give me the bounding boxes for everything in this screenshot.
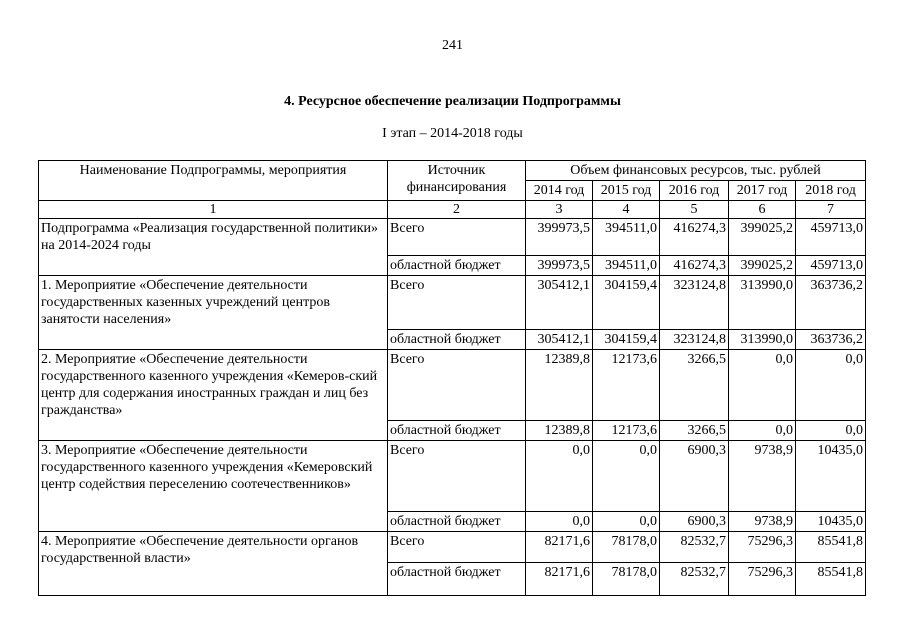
value-cell: 10435,0 xyxy=(796,441,866,512)
value-cell: 0,0 xyxy=(729,421,796,441)
source-total: Всего xyxy=(388,276,526,330)
source-budget: областной бюджет xyxy=(388,563,526,596)
value-cell: 9738,9 xyxy=(729,512,796,532)
source-budget: областной бюджет xyxy=(388,330,526,350)
value-cell: 82171,6 xyxy=(526,532,593,563)
value-cell: 394511,0 xyxy=(593,219,660,256)
column-number: 7 xyxy=(796,201,866,219)
stage-title: I этап – 2014-2018 годы xyxy=(382,126,523,141)
value-cell: 323124,8 xyxy=(660,330,729,350)
source-total: Всего xyxy=(388,532,526,563)
value-cell: 363736,2 xyxy=(796,276,866,330)
value-cell: 12173,6 xyxy=(593,350,660,421)
value-cell: 6900,3 xyxy=(660,441,729,512)
column-number: 3 xyxy=(526,201,593,219)
value-cell: 305412,1 xyxy=(526,276,593,330)
value-cell: 416274,3 xyxy=(660,256,729,276)
header-year: 2014 год xyxy=(526,181,593,201)
value-cell: 3266,5 xyxy=(660,350,729,421)
value-cell: 313990,0 xyxy=(729,330,796,350)
value-cell: 313990,0 xyxy=(729,276,796,330)
column-number-row xyxy=(39,201,866,219)
value-cell: 82532,7 xyxy=(660,563,729,596)
value-cell: 9738,9 xyxy=(729,441,796,512)
header-year: 2016 год xyxy=(660,181,729,201)
value-cell: 78178,0 xyxy=(593,532,660,563)
source-total: Всего xyxy=(388,219,526,256)
value-cell: 363736,2 xyxy=(796,330,866,350)
value-cell: 0,0 xyxy=(796,350,866,421)
source-budget: областной бюджет xyxy=(388,512,526,532)
value-cell: 85541,8 xyxy=(796,563,866,596)
value-cell: 12173,6 xyxy=(593,421,660,441)
header-source: Источник финансирования xyxy=(388,161,526,201)
header-volume: Объем финансовых ресурсов, тыс. рублей xyxy=(526,161,866,181)
table-row xyxy=(39,441,866,512)
value-cell: 399973,5 xyxy=(526,219,593,256)
column-number: 1 xyxy=(39,201,388,219)
program-name-cell: Подпрограмма «Реализация государственной политики» на 2014-2024 годы xyxy=(39,219,388,276)
value-cell: 0,0 xyxy=(593,441,660,512)
value-cell: 82532,7 xyxy=(660,532,729,563)
value-cell: 305412,1 xyxy=(526,330,593,350)
value-cell: 459713,0 xyxy=(796,256,866,276)
value-cell: 78178,0 xyxy=(593,563,660,596)
value-cell: 416274,3 xyxy=(660,219,729,256)
value-cell: 394511,0 xyxy=(593,256,660,276)
value-cell: 0,0 xyxy=(526,441,593,512)
activity-name-cell: 1. Мероприятие «Обеспечение деятельности государственных казенных учреждений центров занятости населения» xyxy=(39,276,388,350)
value-cell: 459713,0 xyxy=(796,219,866,256)
table-row xyxy=(39,350,866,421)
table-row xyxy=(39,276,866,330)
value-cell: 12389,8 xyxy=(526,350,593,421)
value-cell: 399025,2 xyxy=(729,219,796,256)
value-cell: 0,0 xyxy=(526,512,593,532)
table-row xyxy=(39,219,866,256)
source-budget: областной бюджет xyxy=(388,421,526,441)
value-cell: 10435,0 xyxy=(796,512,866,532)
value-cell: 323124,8 xyxy=(660,276,729,330)
value-cell: 399973,5 xyxy=(526,256,593,276)
activity-name-cell: 2. Мероприятие «Обеспечение деятельности государственного казенного учреждения «Кемеров-ский центр для содержания иностранных граждан и лиц без гражданства» xyxy=(39,350,388,441)
header-row-1 xyxy=(39,161,866,181)
activity-name-cell: 3. Мероприятие «Обеспечение деятельности государственного казенного учреждения «Кемеровский центр содействия переселению соотечественников» xyxy=(39,441,388,532)
value-cell: 82171,6 xyxy=(526,563,593,596)
column-number: 2 xyxy=(388,201,526,219)
page-number: 241 xyxy=(442,38,463,53)
value-cell: 0,0 xyxy=(593,512,660,532)
section-title: 4. Ресурсное обеспечение реализации Подпрограммы xyxy=(284,94,621,109)
value-cell: 0,0 xyxy=(796,421,866,441)
value-cell: 304159,4 xyxy=(593,330,660,350)
header-year: 2015 год xyxy=(593,181,660,201)
source-total: Всего xyxy=(388,350,526,421)
column-number: 6 xyxy=(729,201,796,219)
value-cell: 399025,2 xyxy=(729,256,796,276)
value-cell: 304159,4 xyxy=(593,276,660,330)
header-name: Наименование Подпрограммы, мероприятия xyxy=(39,161,388,201)
value-cell: 75296,3 xyxy=(729,532,796,563)
activity-name-cell: 4. Мероприятие «Обеспечение деятельности органов государственной власти» xyxy=(39,532,388,596)
column-number: 5 xyxy=(660,201,729,219)
table-row xyxy=(39,532,866,563)
column-number: 4 xyxy=(593,201,660,219)
value-cell: 75296,3 xyxy=(729,563,796,596)
header-year: 2017 год xyxy=(729,181,796,201)
value-cell: 12389,8 xyxy=(526,421,593,441)
source-total: Всего xyxy=(388,441,526,512)
value-cell: 3266,5 xyxy=(660,421,729,441)
value-cell: 85541,8 xyxy=(796,532,866,563)
header-year: 2018 год xyxy=(796,181,866,201)
resource-table xyxy=(38,160,866,596)
value-cell: 0,0 xyxy=(729,350,796,421)
value-cell: 6900,3 xyxy=(660,512,729,532)
source-budget: областной бюджет xyxy=(388,256,526,276)
